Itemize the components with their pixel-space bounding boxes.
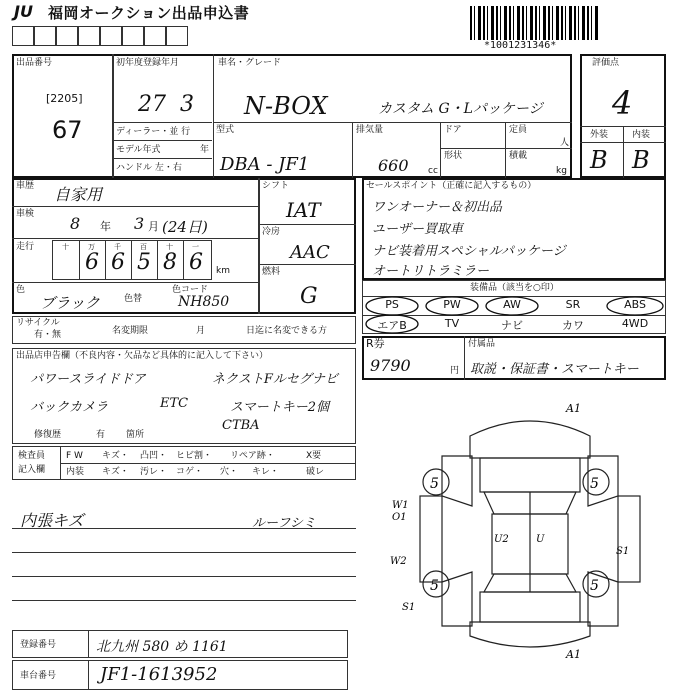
inspector-item: F W <box>66 451 83 461</box>
sales-point: ワンオーナー＆初出品 <box>372 200 503 215</box>
declaration-label: 出品店申告欄（不良内容・欠品など具体的に記入して下さい） <box>16 351 269 361</box>
damage-mark: O1 <box>392 512 407 523</box>
mileage-digit: 6 <box>85 250 99 275</box>
equipment-item: AW <box>503 298 521 311</box>
front-bumper <box>470 421 590 458</box>
inspection-day: (24日) <box>162 218 208 236</box>
shape-label: 形状 <box>444 151 463 161</box>
equipment-item: カワ <box>562 319 584 332</box>
entry-label: 出品番号 <box>16 58 53 68</box>
inspector-item: 汚レ・ <box>140 467 168 477</box>
place-label: 十 <box>166 243 173 251</box>
mileage-digit: 6 <box>111 250 125 275</box>
usage-label: 車歴 <box>16 181 35 191</box>
tire-mark: 5 <box>590 476 599 492</box>
inspector-label: 検査員 <box>18 451 46 461</box>
name-grade-label: 車名・グレード <box>218 58 282 68</box>
declaration-line: CTBA <box>222 418 260 433</box>
doors-label: ドア <box>444 125 462 135</box>
chassis-number-value: JF1-1613952 <box>100 664 218 685</box>
reg-number-value: 北九州 580 め 1161 <box>96 639 228 655</box>
model-type-label: 型式 <box>216 125 235 135</box>
hood <box>480 458 580 492</box>
displacement-label: 排気量 <box>356 125 384 135</box>
color-code: NH850 <box>178 294 230 310</box>
damage-mark: U <box>536 534 545 545</box>
declaration-line: ETC <box>160 396 189 411</box>
color-code-label: 色コード <box>172 285 209 295</box>
dealer-label: ディーラー・並 行 <box>116 127 191 137</box>
attachments-value: 取説・保証書・スマートキー <box>470 362 639 377</box>
header <box>10 2 430 22</box>
r-fee-label: R券 <box>366 337 385 350</box>
damage-mark: S1 <box>616 546 630 557</box>
interior-label: 内装 <box>632 130 651 140</box>
color-replace-label: 色替 <box>124 294 143 304</box>
car-grade: カスタム G・Lパッケージ <box>378 101 543 117</box>
chassis-number-label: 車台番号 <box>20 671 57 681</box>
equipment-item: ABS <box>624 298 646 311</box>
entry-sub-number: [2205] <box>46 92 83 105</box>
repair-has: 有 <box>96 430 106 440</box>
circle-mark <box>607 297 663 315</box>
inspection-month-unit: 月 <box>148 220 159 233</box>
mileage-digit: 5 <box>137 250 151 275</box>
circle-mark <box>366 315 418 333</box>
recycle-date-label: 日迄に名変できる方 <box>246 326 328 336</box>
equipment-item: ナビ <box>501 319 523 332</box>
inspector-item: キレ・ <box>252 467 279 477</box>
sales-point: ナビ装着用スペシャルパッケージ <box>372 244 566 259</box>
inspector-item: 内装 <box>66 467 85 477</box>
fuel-label: 燃料 <box>262 267 281 277</box>
mileage-unit: km <box>216 266 230 276</box>
interior-grade: B <box>632 146 650 174</box>
barcode <box>470 6 600 40</box>
inspection-year: 8 <box>70 214 81 233</box>
recycle-month: 月 <box>196 326 206 336</box>
inspector-item: 穴・ <box>220 467 239 477</box>
tire-mark: 5 <box>430 578 439 594</box>
r-fee-unit: 円 <box>450 366 460 376</box>
car-name: N-BOX <box>244 92 328 120</box>
equipment-item: 4WD <box>621 317 649 330</box>
equipment-item: TV <box>444 317 460 330</box>
equipment-item: PS <box>385 298 399 311</box>
auction-logo: JU <box>14 2 33 21</box>
inspection-label: 車検 <box>16 209 35 219</box>
damage-mark: W2 <box>390 556 407 567</box>
sales-point: オートリトラミラー <box>372 264 490 279</box>
inspector-label: 記入欄 <box>18 465 46 475</box>
tire-mark: 5 <box>430 476 439 492</box>
page-title: 福岡オークション出品申込書 <box>48 4 250 22</box>
inspector-note: ルーフシミ <box>252 516 316 531</box>
equipment-item: SR <box>565 298 581 311</box>
recycle-limit-label: 名変期限 <box>112 326 149 336</box>
circle-mark <box>366 297 418 315</box>
sales-points-label: セールスポイント（正確に記入するもの） <box>366 181 537 191</box>
inspector-item: リペア跡・ <box>230 451 275 461</box>
left-rear-fender <box>442 572 472 626</box>
displacement: 660 <box>378 156 409 175</box>
equipment-label: 装備品（該当を○印） <box>470 283 559 293</box>
shift-label: シフト <box>262 181 290 191</box>
inspector-item: ヒビ割・ <box>176 451 213 461</box>
declaration-line: バックカメラ <box>30 400 109 415</box>
load-label: 積載 <box>509 151 528 161</box>
damage-mark: W1 <box>392 500 409 511</box>
repair-label: 修復歴 <box>34 430 62 440</box>
cc-unit: cc <box>428 166 438 176</box>
inspection-year-unit: 年 <box>100 220 111 233</box>
place-label: 万 <box>88 243 95 251</box>
right-side-panel <box>618 496 640 582</box>
shift-value: IAT <box>286 198 321 222</box>
circle-mark <box>426 297 478 315</box>
recycle-na: 有・無 <box>34 330 62 340</box>
handle-label: ハンドル 左・右 <box>116 163 182 173</box>
declaration-line: スマートキー2個 <box>230 400 330 415</box>
color-value: ブラック <box>40 294 100 312</box>
rating-score: 4 <box>612 84 633 122</box>
tire-mark: 5 <box>590 578 599 594</box>
car-diagram <box>380 396 680 666</box>
attachments-label: 付属品 <box>468 339 496 349</box>
damage-mark: U2 <box>494 534 509 545</box>
inspector-item: 破レ <box>306 467 325 477</box>
place-label: 千 <box>114 243 121 251</box>
place-label: 十 <box>62 243 69 251</box>
equipment-item: PW <box>443 298 461 311</box>
rating-label: 評価点 <box>592 58 620 68</box>
fuel-value: G <box>300 284 318 309</box>
damage-mark: A1 <box>566 648 581 661</box>
exterior-label: 外装 <box>590 130 609 140</box>
barcode-number: *1001231346* <box>484 40 557 51</box>
load-unit: kg <box>556 166 567 176</box>
equipment-item: エアB <box>377 319 407 332</box>
inspector-item: 凸凹・ <box>140 451 168 461</box>
inspection-month: 3 <box>134 214 145 233</box>
equipment-circles <box>362 296 666 334</box>
inspector-item: コゲ・ <box>176 467 204 477</box>
inspector-item: キズ・ <box>102 451 129 461</box>
cooling-value: AAC <box>290 242 330 263</box>
left-side-panel <box>420 496 442 582</box>
recycle-label: リサイクル <box>16 318 60 328</box>
capacity-unit: 人 <box>560 138 570 148</box>
usage-value: 自家用 <box>54 185 103 204</box>
circle-mark <box>486 297 538 315</box>
inspector-item: キズ・ <box>102 467 129 477</box>
damage-mark: S1 <box>402 602 416 613</box>
model-type: DBA - JF1 <box>220 154 310 175</box>
left-front-fender <box>442 456 472 506</box>
cooling-label: 冷房 <box>262 227 281 237</box>
mileage-digit: 6 <box>189 250 203 275</box>
declaration-line: パワースライドドア <box>30 372 146 387</box>
sales-point: ユーザー買取車 <box>372 222 464 237</box>
inspector-note: 内張キズ <box>20 511 84 530</box>
color-label: 色 <box>16 285 26 295</box>
registration-month: 3 <box>180 92 194 117</box>
mileage-digit: 8 <box>163 250 177 275</box>
entry-number: 67 <box>52 116 83 144</box>
r-fee-value: 9790 <box>370 356 411 375</box>
model-year-label: モデル年式 <box>116 145 161 155</box>
place-label: 一 <box>192 243 199 251</box>
damage-mark: A1 <box>566 402 581 415</box>
repair-place: 箇所 <box>126 430 145 440</box>
odometer <box>52 240 212 280</box>
exterior-grade: B <box>590 146 608 174</box>
capacity-label: 定員 <box>509 125 528 135</box>
place-label: 百 <box>140 243 147 251</box>
model-year-unit: 年 <box>200 145 210 155</box>
mileage-label: 走行 <box>16 242 35 252</box>
declaration-line: ネクストFルセグナビ <box>212 372 338 387</box>
reg-number-label: 登録番号 <box>20 640 57 650</box>
registration-label: 初年度登録年月 <box>116 58 180 68</box>
header-box-row <box>12 26 188 46</box>
rear-bumper <box>470 622 590 647</box>
rear-deck <box>480 592 580 622</box>
registration-year: 27 <box>138 92 166 117</box>
inspector-item: X要 <box>306 451 322 461</box>
